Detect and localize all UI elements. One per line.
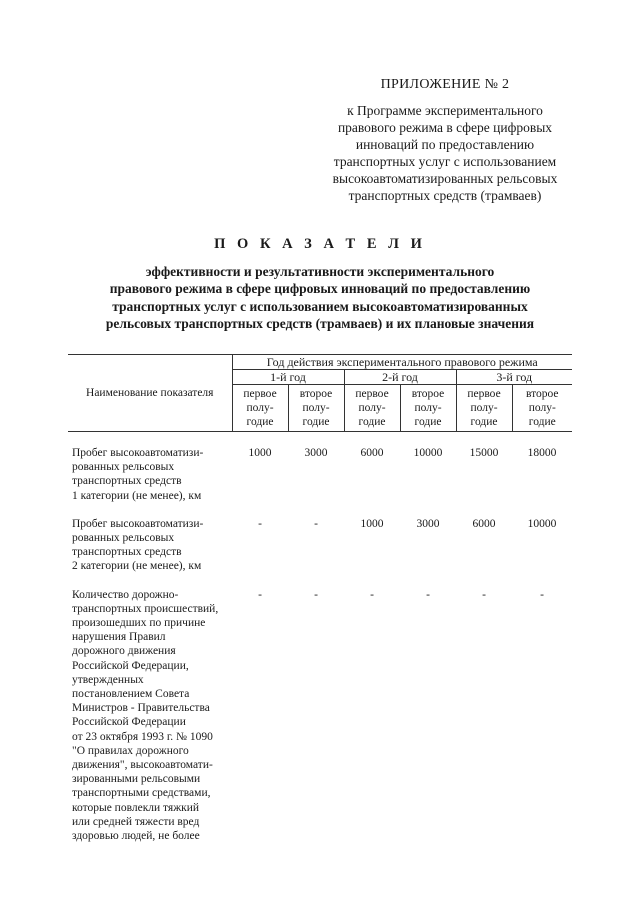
table-row (68, 574, 572, 844)
indicator-value: 1000 (360, 517, 384, 530)
indicator-name: Пробег высокоавтоматизи- рованных рельсовых транспортных средств 2 категории (не менее), км (72, 517, 204, 573)
half-year-header: второе полу- годие (400, 385, 456, 432)
year-header: 2-й год (344, 370, 456, 385)
indicator-value: 1000 (248, 447, 272, 459)
indicator-value: - (540, 588, 544, 601)
heading-line: эффективности и результативности экспериментального (145, 263, 495, 279)
heading-title: П О К А З А Т Е Л И (214, 236, 426, 252)
appendix-title: ПРИЛОЖЕНИЕ № 2 (380, 77, 510, 92)
half-year-header: первое полу- годие (456, 385, 512, 432)
name-column-header: Наименование показателя (68, 355, 232, 432)
half-year-header: второе полу- годие (512, 385, 572, 432)
indicator-name: Пробег высокоавтоматизи- рованных рельсовых транспортных средств 1 категории (не менее), км (72, 447, 204, 502)
half-year-header: первое полу- годие (344, 385, 400, 432)
indicator-value: 6000 (360, 447, 384, 459)
period-group-header: Год действия экспериментального правового режима (232, 355, 572, 370)
appendix-block (300, 76, 590, 204)
indicator-value: 10000 (413, 447, 443, 459)
indicator-value: - (258, 517, 262, 530)
half-year-header: первое полу- годие (232, 385, 288, 432)
indicator-value: - (426, 588, 430, 601)
table-row (68, 432, 572, 503)
appendix-line: инноваций по предоставлению (355, 137, 535, 152)
indicator-value: 10000 (527, 517, 557, 530)
indicator-value: - (314, 517, 318, 530)
indicator-value: 3000 (304, 447, 328, 459)
appendix-line: транспортных средств (трамваев) (348, 188, 542, 203)
indicator-value: 18000 (527, 447, 557, 459)
heading-line: рельсовых транспортных средств (трамваев) и их плановые значения (105, 316, 535, 331)
indicator-value: - (370, 588, 374, 601)
indicator-name: Количество дорожно- транспортных происшествий, произошедших по причине нарушения Правил дорожного движения Российской Федерации, утвержденных постановлением Совета Министров - Правительства Российской Федерации от 23 октября 1993 г. № 1090 "О правилах дорожного движения", высокоавтомати- зированными рельсовыми транспортными средствами, которые повлекли тяжкий или средней тяжести вред здоровью людей, не более (72, 588, 219, 843)
indicator-value: - (258, 588, 262, 601)
indicator-value: 3000 (416, 517, 440, 530)
heading-line: транспортных услуг с использованием высокоавтоматизированных (112, 298, 528, 314)
half-year-header: второе полу- годие (288, 385, 344, 432)
year-header: 3-й год (456, 370, 572, 385)
indicator-value: 6000 (472, 517, 496, 530)
indicators-table-wrap (68, 354, 572, 843)
indicator-value: - (482, 588, 486, 601)
indicators-table (68, 354, 572, 843)
indicator-value: 15000 (469, 447, 499, 459)
heading-line: правового режима в сфере цифровых инноваций по предоставлению (109, 281, 531, 296)
appendix-line: высокоавтоматизированных рельсовых (332, 171, 558, 186)
document-heading (60, 236, 580, 333)
table-row (68, 503, 572, 574)
appendix-line: правового режима в сфере цифровых (337, 120, 553, 135)
year-header: 1-й год (232, 370, 344, 385)
appendix-line: транспортных услуг с использованием (333, 154, 557, 169)
appendix-line: к Программе экспериментального (347, 103, 543, 118)
indicator-value: - (314, 588, 318, 601)
